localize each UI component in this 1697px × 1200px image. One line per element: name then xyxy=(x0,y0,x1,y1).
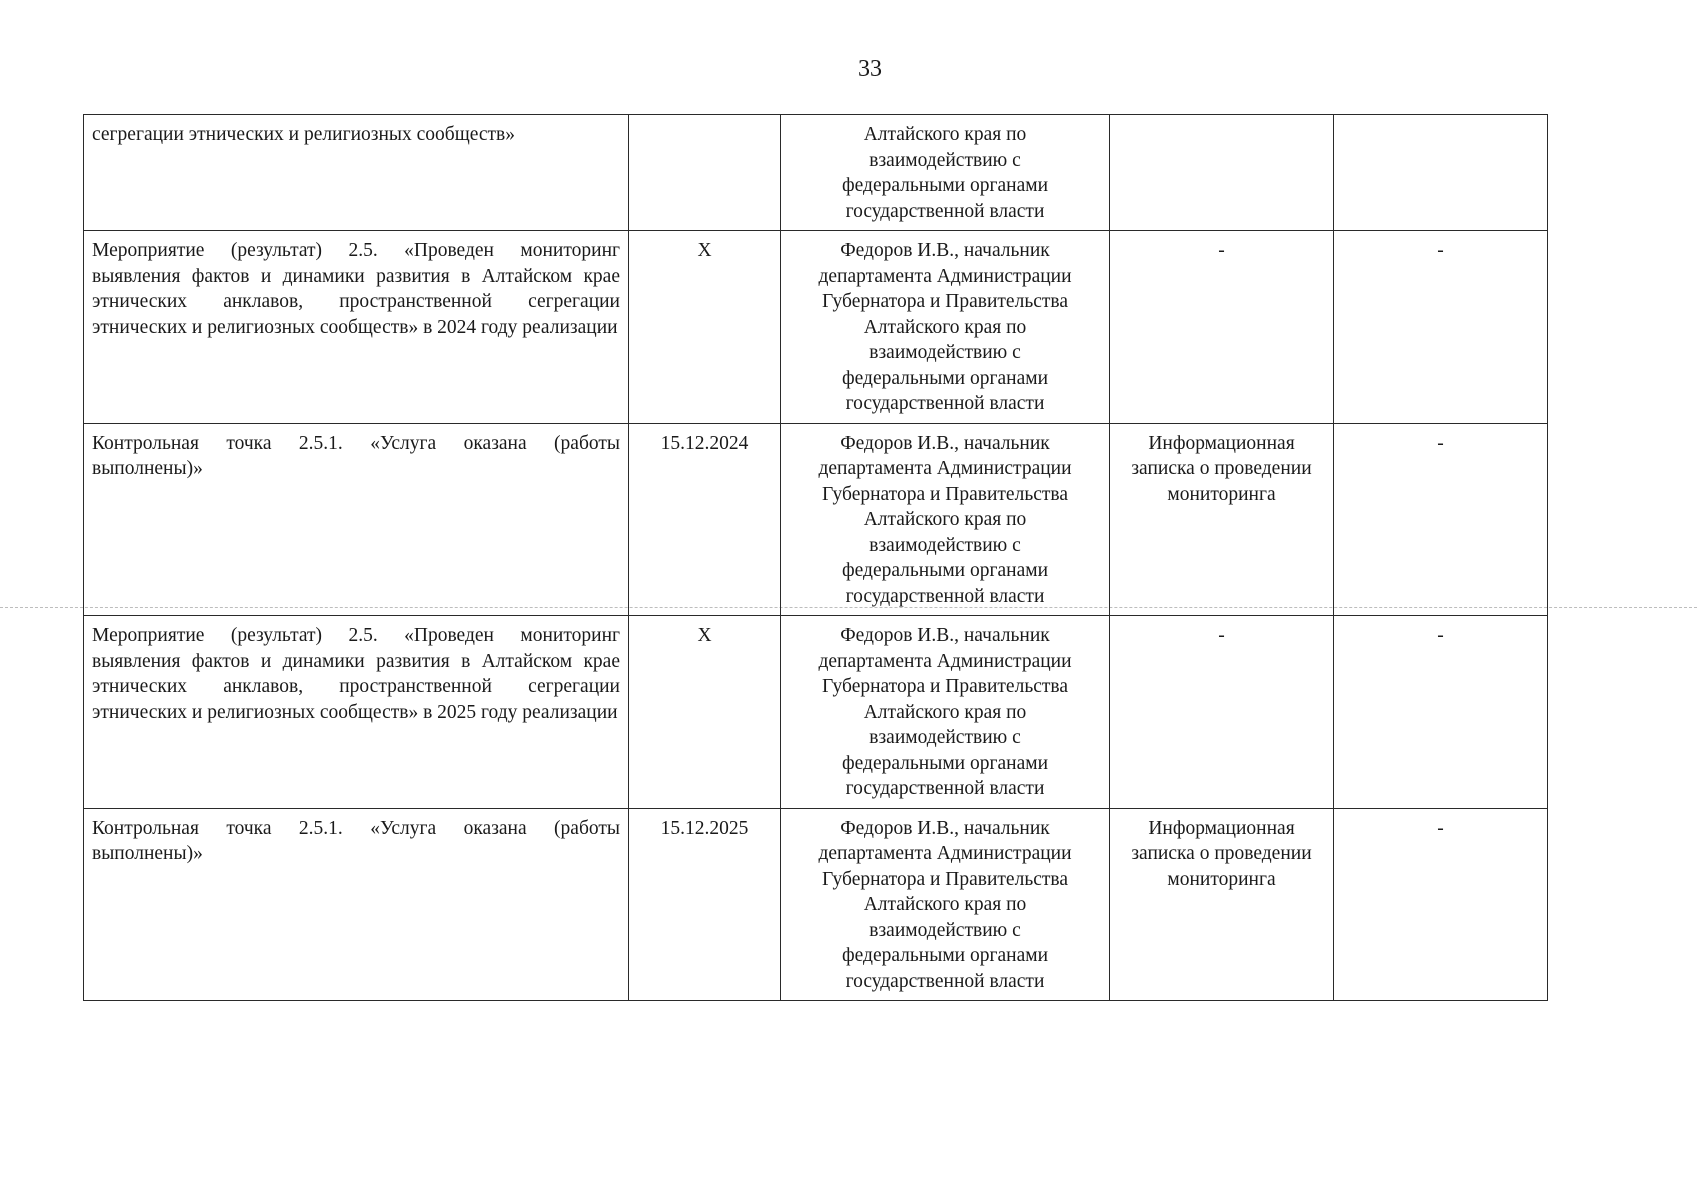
document-line: Информационная xyxy=(1148,432,1295,454)
due-date-cell: 15.12.2024 xyxy=(629,423,781,616)
responsible-line: взаимодействию с xyxy=(869,342,1021,363)
responsible-line: Губернатора и Правительства xyxy=(822,291,1068,312)
responsible-line: Федоров И.В., начальник xyxy=(840,625,1050,646)
measure-name-cell: Контрольная точка 2.5.1. «Услуга оказана (работы выполнены)» xyxy=(84,808,629,1001)
table-row xyxy=(84,808,1548,1001)
document-line: записка о проведении xyxy=(1131,458,1312,479)
due-date-cell: Х xyxy=(629,231,781,424)
responsible-line: федеральными органами xyxy=(841,175,1049,196)
document-cell xyxy=(1110,808,1334,1001)
responsible-line: департамента Администрации xyxy=(818,265,1072,287)
table-row xyxy=(84,115,1548,231)
responsible-cell xyxy=(781,616,1110,809)
responsible-line: Алтайского края по xyxy=(863,509,1027,530)
responsible-line: департамента Администрации xyxy=(818,843,1072,864)
responsible-line: Губернатора и Правительства xyxy=(822,676,1068,697)
note-cell: - xyxy=(1334,231,1548,424)
responsible-line: федеральными органами xyxy=(841,945,1049,966)
responsible-line: государственной власти xyxy=(845,778,1045,799)
responsible-line: Алтайского края по xyxy=(863,124,1027,145)
responsible-line: взаимодействию с xyxy=(869,727,1021,748)
note-cell: - xyxy=(1334,808,1548,1001)
responsible-cell xyxy=(781,423,1110,616)
page-number: 33 xyxy=(858,56,882,82)
document-line: - xyxy=(1218,240,1225,261)
responsible-line: федеральными органами xyxy=(841,367,1049,389)
table-row xyxy=(84,616,1548,809)
plan-table-body xyxy=(84,115,1548,1001)
plan-table xyxy=(83,114,1548,1001)
table-row xyxy=(84,231,1548,424)
responsible-line: государственной власти xyxy=(845,970,1045,992)
responsible-cell xyxy=(781,808,1110,1001)
responsible-cell xyxy=(781,115,1110,231)
responsible-line: Губернатора и Правительства xyxy=(822,483,1068,505)
measure-name-cell: Мероприятие (результат) 2.5. «Проведен мониторинг выявления фактов и динамики развития в Алтайском крае этнических анклавов, пространственной сегрегации этнических и религиозных сообществ» в 2024 году реализации xyxy=(84,231,629,424)
responsible-line: Губернатора и Правительства xyxy=(822,868,1068,890)
responsible-line: федеральными органами xyxy=(841,752,1049,774)
document-cell xyxy=(1110,423,1334,616)
responsible-line: Алтайского края по xyxy=(863,316,1027,338)
document-line: - xyxy=(1218,625,1225,646)
due-date-cell: Х xyxy=(629,616,781,809)
responsible-line: взаимодействию с xyxy=(869,919,1021,941)
document-line: Информационная xyxy=(1148,817,1295,839)
document-line: записка о проведении xyxy=(1131,843,1312,864)
responsible-line: департамента Администрации xyxy=(818,650,1072,672)
document-cell xyxy=(1110,616,1334,809)
responsible-line: государственной власти xyxy=(845,585,1045,607)
measure-name-cell: сегрегации этнических и религиозных сообществ» xyxy=(84,115,629,231)
document-line: мониторинга xyxy=(1167,868,1276,890)
responsible-line: государственной власти xyxy=(845,393,1045,414)
document-cell xyxy=(1110,115,1334,231)
note-cell: - xyxy=(1334,616,1548,809)
responsible-line: департамента Администрации xyxy=(818,458,1072,479)
due-date-cell: 15.12.2025 xyxy=(629,808,781,1001)
document-line: мониторинга xyxy=(1167,483,1276,505)
responsible-line: Алтайского края по xyxy=(863,701,1027,723)
responsible-line: федеральными органами xyxy=(841,560,1049,581)
due-date-cell xyxy=(629,115,781,231)
document-cell xyxy=(1110,231,1334,424)
table-row xyxy=(84,423,1548,616)
responsible-line: Федоров И.В., начальник xyxy=(840,240,1050,261)
note-cell xyxy=(1334,115,1548,231)
responsible-line: Федоров И.В., начальник xyxy=(840,432,1050,454)
responsible-line: взаимодействию с xyxy=(869,149,1021,171)
responsible-line: взаимодействию с xyxy=(869,534,1021,556)
responsible-line: государственной власти xyxy=(845,200,1045,222)
responsible-line: Федоров И.В., начальник xyxy=(840,817,1050,839)
measure-name-cell: Контрольная точка 2.5.1. «Услуга оказана (работы выполнены)» xyxy=(84,423,629,616)
responsible-line: Алтайского края по xyxy=(863,894,1027,915)
measure-name-cell: Мероприятие (результат) 2.5. «Проведен мониторинг выявления фактов и динамики развития в Алтайском крае этнических анклавов, пространственной сегрегации этнических и религиозных сообществ» в 2025 году реализации xyxy=(84,616,629,809)
responsible-cell xyxy=(781,231,1110,424)
note-cell: - xyxy=(1334,423,1548,616)
